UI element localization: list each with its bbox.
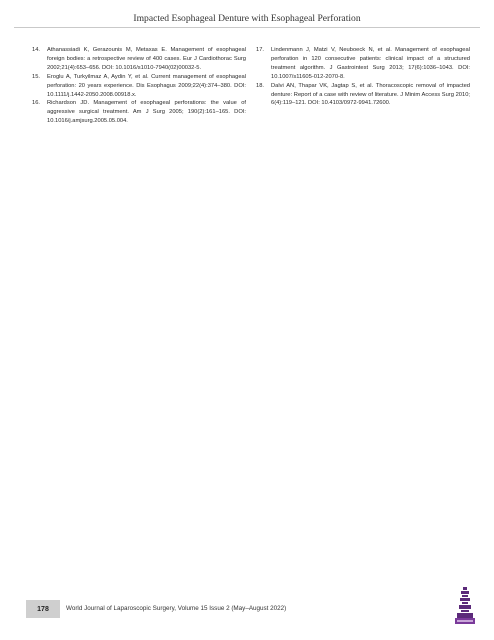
reference-item (32, 46, 246, 73)
reference-number: 18. (256, 82, 264, 89)
reference-text: Athanassiadi K, Gerazounis M, Metaxas E. Management of esophageal foreign bodies: a retrospective review of 400 cases. Eur J Cardiothorac Surg 2002;21(4):653–656. DOI: 10.1016/s1010-7940(02)00032-5. (47, 47, 246, 71)
reference-number: 15. (32, 73, 40, 80)
reference-text: Richardson JD. Management of esophageal perforations: the value of aggressive surgical treatment. Am J Surg 2005; 190(2):161–165. DOI: 10.1016/j.amjsurg.2005.05.004. (47, 100, 246, 125)
references-left-column (32, 46, 246, 126)
running-head: Impacted Esophageal Denture with Esophageal Perforation (133, 13, 361, 24)
reference-text: Lindenmann J, Matzi V, Neuboeck N, et al. Management of esophageal perforation in 120 consecutive patients: clinical impact of a structured treatment algorithm. J Gastrointest Surg 2013; 17(6):1036–1043. DOI: 10.1007/s11605-012-2070-8. (271, 47, 470, 80)
reference-item (256, 82, 470, 109)
reference-item (32, 73, 246, 100)
reference-number: 16. (32, 100, 40, 107)
header-divider (14, 27, 480, 28)
references-right-column (256, 46, 470, 108)
reference-item (32, 99, 246, 126)
jaypee-publisher-logo-icon (452, 585, 478, 625)
reference-text: Dalvi AN, Thapar VK, Jagtap S, et al. Thoracoscopic removal of impacted denture: Report of a case with review of literature. J Minim Access Surg 2010; 6(4):119–121. DOI: 10.4103/0972-9941.72600. (271, 82, 470, 107)
reference-number: 14. (32, 47, 40, 53)
page-number-badge: 178 (26, 600, 60, 618)
reference-item (256, 46, 470, 82)
reference-text: Eroglu A, Turkyilmaz A, Aydin Y, et al. Current management of esophageal perforation: 20 years experience. Dis Esophagus 2009;22(4):374–380. DOI: 10.1111/j.1442-2050.2008.00918.x. (47, 73, 246, 98)
reference-number: 17. (256, 47, 264, 53)
journal-footer: World Journal of Laparoscopic Surgery, Volume 15 Issue 2 (May–August 2022) (66, 605, 287, 612)
